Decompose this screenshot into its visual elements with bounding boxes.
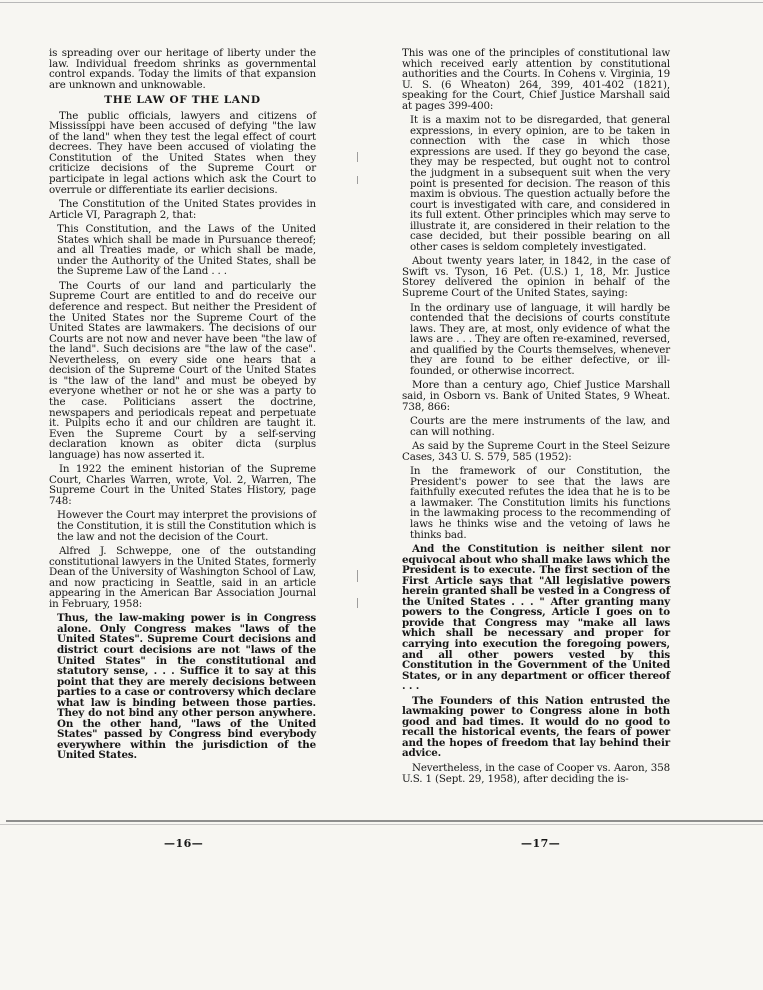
block-quote: Courts are the mere instruments of the law, and can will nothing.: [410, 415, 670, 438]
scan-mark: [357, 570, 358, 582]
page-number-right: —17—: [521, 837, 561, 850]
section-heading: THE LAW OF THE LAND: [104, 94, 261, 107]
paragraph: The Courts of our land and particularly the Supreme Court are entitled to and do receive our deference and respect. But neither the President of the United States nor the Supreme Court of the United States are lawmakers. The decisions of our Courts are not now and never have been "the law of the land". Such decisions are "the law of the case". Nevertheless, on every side one hears that a decision of the Supreme Court of the United States is "the law of the land" and must be obeyed by everyone whether or not he or she was a party to the case. Politicians assert the doctrine, newspapers and periodicals repeat and perpetuate it. Pulpits echo it and our children are taught it. Even the Supreme Court by a self-serving declaration known as obiter dicta (surplus language) has now asserted it.: [49, 279, 316, 461]
block-quote: In the ordinary use of language, it will hardly be contended that the decisions of courts constitute laws. They are, at most, only evidence of what the laws are . . . They are often re-examined, reversed, and qualified by the Courts themselves, whenever they are found to be either defective, or ill-founded, or otherwise incorrect.: [410, 301, 670, 377]
scan-edge-rule: [6, 820, 763, 822]
scan-mark: [357, 598, 358, 608]
block-quote: However the Court may interpret the provisions of the Constitution, it is still the Constitution which is the law and not the decision of the Court.: [57, 509, 316, 543]
paragraph: The Founders of this Nation entrusted the lawmaking power to Congress alone in both good and bad times. It would do no good to recall the historical events, the fears of power and the hopes of freedom that lay behind their advice.: [402, 694, 670, 760]
top-scan-rule: [0, 2, 763, 3]
paragraph: Alfred J. Schweppe, one of the outstanding constitutional lawyers in the United States, formerly Dean of the University of Washington School of Law, and now practicing in Seattle, said in an article appearing in the American Bar Association Journal in February, 1958:: [49, 545, 316, 610]
block-quote: In the framework of our Constitution, the President's power to see that the laws are faithfully executed refutes the idea that he is to be a lawmaker. The Constitution limits his functions in the lawmaking process to the recommending of laws he thinks wise and the vetoing of laws he thinks bad.: [410, 465, 670, 541]
paragraph: And the Constitution is neither silent nor equivocal about who shall make laws which the President is to execute. The first section of the First Article says that "All legislative powers herein granted shall be vested in a Congress of the United States . . . " After granting many powers to the Congress, Article I goes on to provide that Congress may "make all laws which shall be necessary and proper for carrying into execution the foregoing powers, and all other powers vested by this Constitution in the Government of the United States, or in any department or officer thereof . . .: [402, 543, 670, 693]
paragraph: More than a century ago, Chief Justice Marshall said, in Osborn vs. Bank of United States, 9 Wheat. 738, 866:: [402, 379, 670, 413]
scan-edge-rule: [0, 824, 763, 825]
scan-mark: [357, 176, 358, 184]
left-column: [49, 48, 316, 765]
block-quote: This Constitution, and the Laws of the United States which shall be made in Pursuance thereof; and all Treaties made, or which shall be made, under the Authority of the United States, shall be the Supreme Law of the Land . . .: [57, 223, 316, 278]
paragraph: The Constitution of the United States provides in Article VI, Paragraph 2, that:: [49, 198, 316, 221]
block-quote: It is a maxim not to be disregarded, that general expressions, in every opinion, are to be taken in connection with the case in which those expressions are used. If they go beyond the case, they may be respected, but ought not to control the judgment in a subsequent suit when the very point is presented for decision. The reason of this maxim is obvious. The question actually before the court is investigated with care, and considered in its full extent. Other principles which may serve to illustrate it, are considered in their relation to the case decided, but their possible bearing on all other cases is seldom completely investigated.: [410, 114, 670, 253]
paragraph: This was one of the principles of constitutional law which received early attention by constitutional authorities and the Courts. In Cohens v. Virginia, 19 U. S. (6 Wheaton) 264, 399, 401-402 (1821), speaking for the Court, Chief Justice Marshall said at pages 399-400:: [402, 47, 670, 112]
paragraph: is spreading over our heritage of liberty under the law. Individual freedom shrinks as governmental control expands. Today the limits of that expansion are unknown and unknowable.: [49, 47, 316, 91]
paragraph: Nevertheless, in the case of Cooper vs. Aaron, 358 U.S. 1 (Sept. 29, 1958), after deciding the is-: [402, 762, 670, 785]
paragraph: As said by the Supreme Court in the Steel Seizure Cases, 343 U. S. 579, 585 (1952):: [402, 440, 670, 463]
paragraph: About twenty years later, in 1842, in the case of Swift vs. Tyson, 16 Pet. (U.S.) 1, 18, Mr. Justice Storey delivered the opinion in behalf of the Supreme Court of the United States, saying:: [402, 255, 670, 300]
scan-mark: [357, 152, 358, 162]
paragraph: The public officials, lawyers and citizens of Mississippi have been accused of defying "the law of the land" when they test the legal effect of court decrees. They have been accused of violating the Constitution of the United States when they criticize decisions of the Supreme Court or participate in legal actions which ask the Court to overrule or differentiate its earlier decisions.: [49, 109, 316, 196]
block-quote: Thus, the law-making power is in Congress alone. Only Congress makes "laws of the United States". Supreme Court decisions and district court decisions are not "laws of the United States" in the constitutional and statutory sense, . . . Suffice it to say at this point that they are merely decisions between parties to a case or controversy which declare what law is binding between those parties. They do not bind any other person anywhere. On the other hand, "laws of the United States" passed by Congress bind everybody everywhere within the jurisdiction of the United States.: [57, 612, 316, 762]
page-number-left: —16—: [164, 837, 204, 850]
paragraph: In 1922 the eminent historian of the Supreme Court, Charles Warren, wrote, Vol. 2, Warren, The Supreme Court in the United States History, page 748:: [49, 463, 316, 507]
right-column: [402, 48, 670, 788]
